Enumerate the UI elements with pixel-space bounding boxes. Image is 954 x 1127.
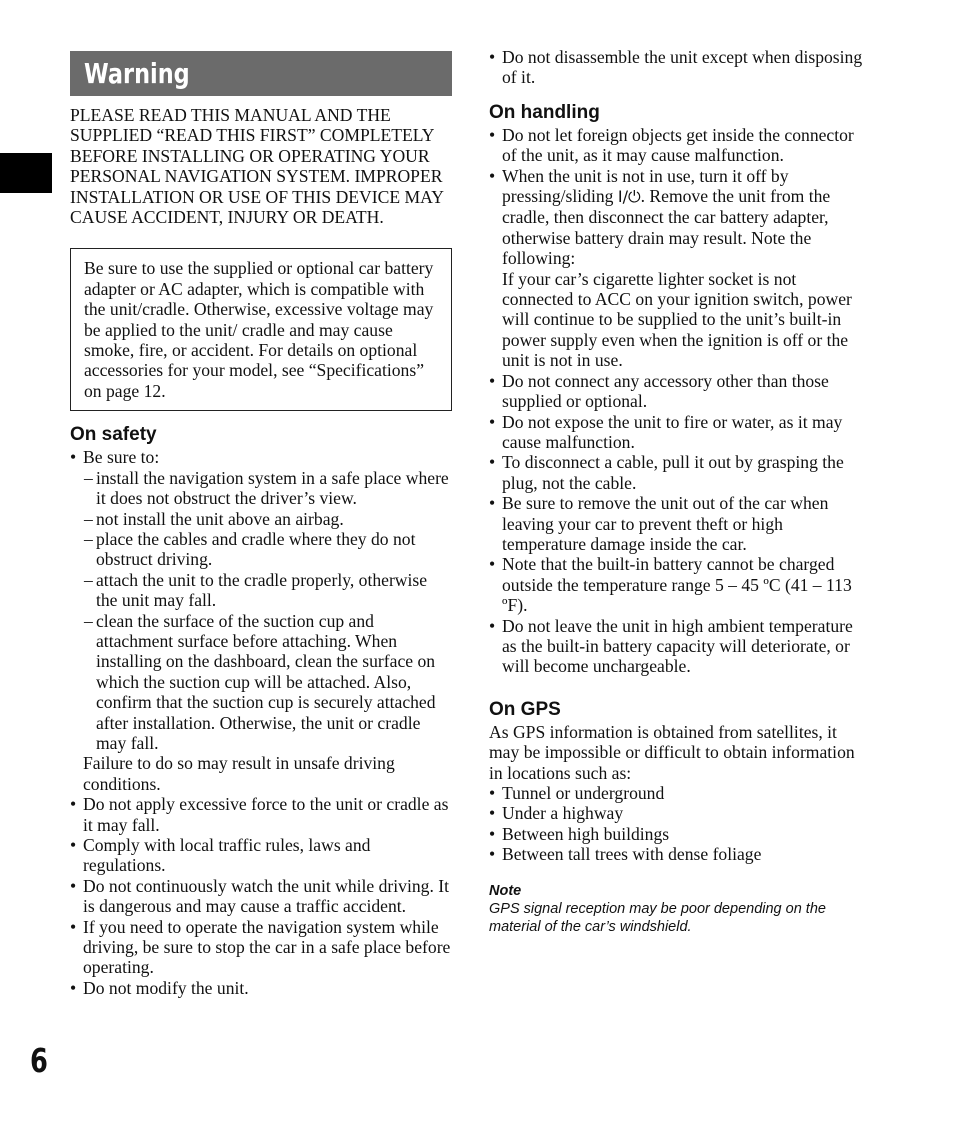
list-item: • Do not connect any accessory other than those supplied or optional. (489, 371, 869, 412)
left-column (70, 51, 452, 998)
list-item: • Note that the built-in battery cannot be charged outside the temperature range 5 – 45 ºC (41 – 113 ºF). (489, 554, 869, 615)
on-handling-heading: On handling (489, 101, 600, 123)
list-item: – attach the unit to the cradle properly, otherwise the unit may fall. (70, 570, 452, 611)
list-item: • Do not continuously watch the unit while driving. It is dangerous and may cause a traffic accident. (70, 876, 452, 917)
disassemble-bullet (489, 47, 869, 88)
list-item: • If you need to operate the navigation system while driving, be sure to stop the car in a safe place before operating. (70, 917, 452, 978)
caps-warning-text: PLEASE READ THIS MANUAL AND THE SUPPLIED “READ THIS FIRST” COMPLETELY BEFORE INSTALLING OR OPERATING YOUR PERSONAL NAVIGATION SYSTEM. IMPROPER INSTALLATION OR USE OF THIS DEVICE MAY CAUSE ACCIDENT, INJURY OR DEATH. (70, 105, 444, 228)
on-safety-heading: On safety (70, 424, 157, 446)
list-item: • Do not leave the unit in high ambient temperature as the built-in battery capacity will deteriorate, or will become unchargeable. (489, 616, 869, 677)
note-text: GPS signal reception may be poor depending on the material of the car’s windshield. (489, 900, 826, 935)
cigarette-socket-note: If your car’s cigarette lighter socket is not connected to ACC on your ignition switch, power will continue to be supplied to the unit’s built-in power supply even when the ignition is off or the unit is not in use. (502, 268, 852, 371)
page-number: 6 (30, 1041, 48, 1080)
list-item: • Do not expose the unit to fire or water, as it may cause malfunction. (489, 412, 869, 453)
list-item (489, 166, 869, 371)
on-gps-heading: On GPS (489, 698, 561, 720)
failure-note: Failure to do so may result in unsafe driving conditions. (83, 753, 395, 794)
list-item: • Between high buildings (489, 824, 869, 844)
adapter-notice-text: Be sure to use the supplied or optional car battery adapter or AC adapter, which is compatible with the unit/cradle. Otherwise, excessive voltage may be applied to the unit/ cradle and may cause smoke, fire, or accident. For details on optional accessories for your model, see “Specifications” on page 12. (84, 258, 434, 401)
list-item: • Under a highway (489, 803, 869, 823)
list-item: • Comply with local traffic rules, laws and regulations. (70, 835, 452, 876)
list-item: • To disconnect a cable, pull it out by grasping the plug, not the cable. (489, 452, 869, 493)
list-item: • Do not modify the unit. (70, 978, 452, 998)
list-item: – place the cables and cradle where they do not obstruct driving. (70, 529, 452, 570)
list-item: – not install the unit above an airbag. (70, 509, 452, 529)
warning-banner (70, 51, 452, 96)
handling-bullets (489, 125, 869, 677)
warning-title: Warning (84, 57, 190, 90)
list-item: – install the navigation system in a safe place where it does not obstruct the driver’s view. (70, 468, 452, 509)
list-item: • Do not let foreign objects get inside the connector of the unit, as it may cause malfunction. (489, 125, 869, 166)
list-item: • Tunnel or underground (489, 783, 869, 803)
power-off-text-end: . Remove the unit from the cradle, then disconnect the car battery adapter, otherwise battery drain may result. Note the following: (502, 186, 831, 269)
note-title: Note (489, 882, 522, 899)
be-sure-label: Be sure to: (83, 447, 160, 468)
list-item: – clean the surface of the suction cup and attachment surface before attaching. When installing on the dashboard, clean the surface on which the suction cup will be attached. Also, confirm that the suction cup is securely attached after installation. Otherwise, the unit or cradle may fall. (70, 611, 452, 754)
adapter-notice-box (70, 248, 452, 411)
list-item (70, 447, 452, 467)
list-item: • Do not disassemble the unit except when disposing of it. (489, 47, 869, 88)
power-icon: I/⏻ (617, 187, 641, 207)
gps-intro: As GPS information is obtained from satellites, it may be impossible or difficult to obtain information in locations such as: (489, 721, 855, 783)
section-tab-marker (0, 153, 52, 193)
safety-section (70, 447, 452, 998)
be-sure-sublist (70, 468, 452, 754)
list-item: • Between tall trees with dense foliage (489, 844, 869, 864)
list-item: • Be sure to remove the unit out of the car when leaving your car to prevent theft or high temperature damage inside the car. (489, 493, 869, 554)
power-off-text-start: When the unit is not in use, turn it off by pressing/sliding (502, 165, 789, 207)
safety-bullets (70, 794, 452, 998)
gps-bullets (489, 783, 869, 865)
right-column (489, 47, 869, 936)
list-item: • Do not apply excessive force to the unit or cradle as it may fall. (70, 794, 452, 835)
